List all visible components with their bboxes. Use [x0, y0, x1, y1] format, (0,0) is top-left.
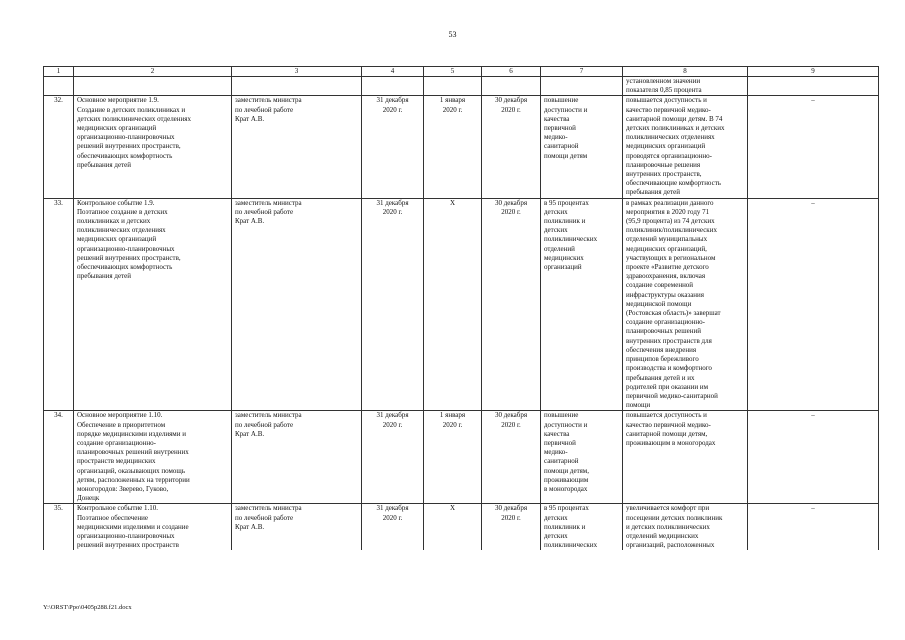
completion-date: 30 декабря 2020 г.	[482, 504, 541, 551]
event-description: Контрольное событие 1.10. Поэтапное обеспечение медицинскими изделиями и создание организационно-планировочных решений внутренних пространств	[74, 504, 232, 551]
start-date: 1 января 2020 г.	[424, 96, 482, 198]
table-row	[44, 96, 879, 198]
note: –	[748, 411, 879, 504]
table-row	[44, 198, 879, 411]
start-date: 1 января 2020 г.	[424, 411, 482, 504]
expected-result: повышение доступности и качества первичной медико- санитарной помощи детям, проживающим в моногородах	[541, 411, 623, 504]
row-number: 35.	[44, 504, 74, 551]
col-1-header: 1	[44, 67, 74, 77]
col-4-header: 4	[362, 67, 424, 77]
responsible-person: заместитель министра по лечебной работе Крат А.В.	[232, 504, 362, 551]
note: –	[748, 504, 879, 551]
implementation-info: повышается доступность и качество первичной медико- санитарной помощи детям. В 74 детских поликлиниках и детских поликлинических отделениях медицинских организаций проводятся организационно- планировочные решения внутренних пространств, обеспечивающие комфортность пребывания детей	[623, 96, 748, 198]
responsible-person: заместитель министра по лечебной работе Крат А.В.	[232, 411, 362, 504]
implementation-info: увеличивается комфорт при посещении детских поликлиник и детских поликлинических отделений медицинских организаций, расположенных	[623, 504, 748, 551]
note: –	[748, 96, 879, 198]
col-5-header: 5	[424, 67, 482, 77]
completion-date: 30 декабря 2020 г.	[482, 198, 541, 411]
implementation-info: повышается доступность и качество первичной медико- санитарной помощи детям, проживающим в моногородах	[623, 411, 748, 504]
row-number: 33.	[44, 198, 74, 411]
continuation-text: установленном значении показателя 0,85 процента	[623, 77, 748, 96]
col-2-header: 2	[74, 67, 232, 77]
col-7-header: 7	[541, 67, 623, 77]
file-path-footer: Y:\ORST\Ppo\0405p288.f21.docx	[43, 604, 132, 611]
col-6-header: 6	[482, 67, 541, 77]
table-row	[44, 504, 879, 551]
col-3-header: 3	[232, 67, 362, 77]
deadline-date: 31 декабря 2020 г.	[362, 411, 424, 504]
responsible-person: заместитель министра по лечебной работе Крат А.В.	[232, 96, 362, 198]
column-number-row	[44, 67, 879, 77]
completion-date: 30 декабря 2020 г.	[482, 96, 541, 198]
deadline-date: 31 декабря 2020 г.	[362, 504, 424, 551]
deadline-date: 31 декабря 2020 г.	[362, 198, 424, 411]
event-description: Основное мероприятие 1.9. Создание в детских поликлиниках и детских поликлинических отделениях медицинских организаций организационно-планировочных решений внутренних пространств, обеспечивающих комфортность пребывания детей	[74, 96, 232, 198]
row-number: 34.	[44, 411, 74, 504]
continuation-row	[44, 77, 879, 96]
page-number: 53	[448, 30, 457, 39]
completion-date: 30 декабря 2020 г.	[482, 411, 541, 504]
plan-table	[43, 66, 879, 550]
responsible-person: заместитель министра по лечебной работе Крат А.В.	[232, 198, 362, 411]
start-date: X	[424, 198, 482, 411]
deadline-date: 31 декабря 2020 г.	[362, 96, 424, 198]
expected-result: в 95 процентах детских поликлиник и детских поликлинических отделений медицинских организаций	[541, 198, 623, 411]
table-row	[44, 411, 879, 504]
note: –	[748, 198, 879, 411]
expected-result: в 95 процентах детских поликлиник и детских поликлинических	[541, 504, 623, 551]
event-description: Основное мероприятие 1.10. Обеспечение в приоритетном порядке медицинскими изделиями и создание организационно- планировочных решений внутренних пространств медицинских организаций, оказывающих помощь детям, расположенных на территории моногородов: Зверево, Гуково, Донецк	[74, 411, 232, 504]
start-date: X	[424, 504, 482, 551]
col-9-header: 9	[748, 67, 879, 77]
event-description: Контрольное событие 1.9. Поэтапное создание в детских поликлиниках и детских поликлинических отделениях медицинских организаций организационно-планировочных решений внутренних пространств, обеспечивающих комфортность пребывания детей	[74, 198, 232, 411]
row-number: 32.	[44, 96, 74, 198]
col-8-header: 8	[623, 67, 748, 77]
expected-result: повышение доступности и качества первичной медико- санитарной помощи детям	[541, 96, 623, 198]
implementation-info: в рамках реализации данного мероприятия в 2020 году 71 (95,9 процента) из 74 детских поликлиник/поликлинических отделений муниципальных медицинских организаций, участвующих в региональном проекте «Развитие детского здравоохранения, включая создание современной инфраструктуры оказания медицинской помощи (Ростовская область)» завершат создание организационно- планировочных решений внутренних пространств для обеспечения внедрения принципов бережливого производства и комфортного пребывания детей и их родителей при оказании им первичной медико-санитарной помощи	[623, 198, 748, 411]
